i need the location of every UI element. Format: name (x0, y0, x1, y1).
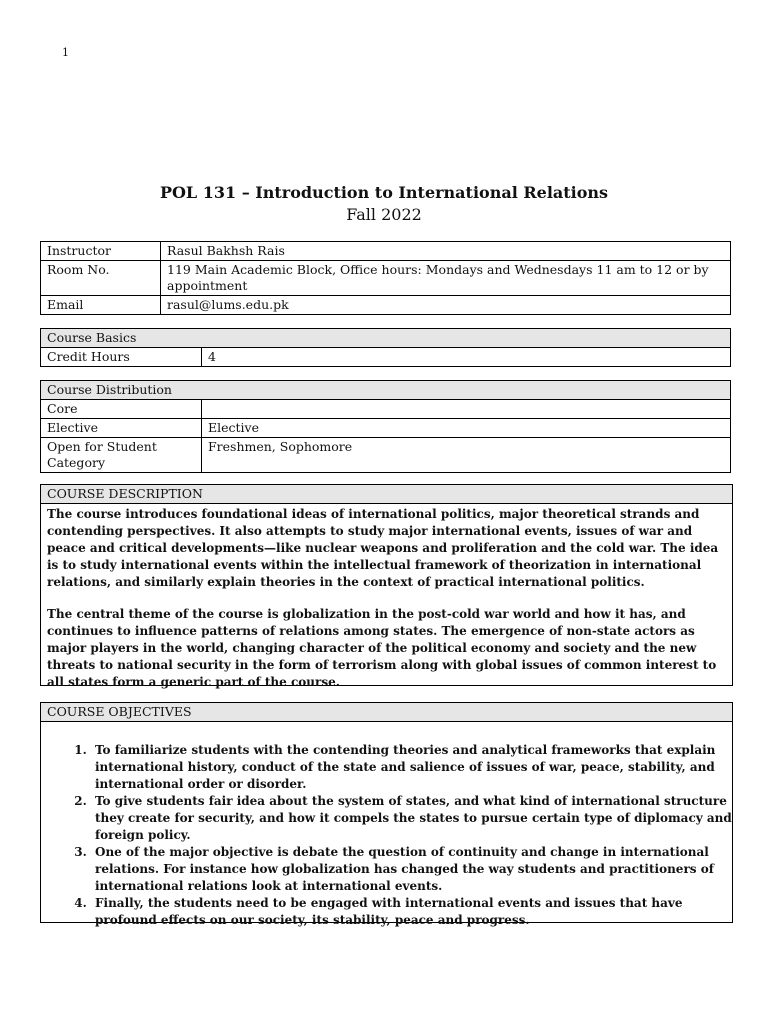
room-value: 119 Main Academic Block, Office hours: Mondays and Wednesdays 11 am to 12 or by appointment (161, 261, 731, 296)
table-row (41, 348, 731, 367)
room-label: Room No. (41, 261, 161, 296)
instructor-label: Instructor (41, 242, 161, 261)
core-label: Core (41, 400, 202, 419)
student-category-label: Open for Student Category (41, 438, 202, 473)
instructor-value: Rasul Bakhsh Rais (161, 242, 731, 261)
table-row (41, 400, 731, 419)
table-row (41, 242, 731, 261)
course-description-body (41, 504, 732, 697)
table-row (41, 419, 731, 438)
objective-item: 3. One of the major objective is debate the question of continuity and change in international relations. For instance how globalization has changed the way students and practitioners of international relations look at international events. (91, 844, 732, 895)
core-value (202, 400, 731, 419)
table-row (41, 329, 731, 348)
elective-value: Elective (202, 419, 731, 438)
table-row (41, 296, 731, 315)
course-description-section (40, 484, 733, 689)
course-objectives-header: COURSE OBJECTIVES (41, 703, 732, 722)
course-basics-table (40, 328, 731, 367)
email-value[interactable]: rasul@lums.edu.pk (161, 296, 731, 315)
course-title: POL 131 – Introduction to International Relations (159, 183, 609, 202)
student-category-value: Freshmen, Sophomore (202, 438, 731, 473)
credit-hours-label: Credit Hours (41, 348, 202, 367)
table-row (41, 381, 731, 400)
course-term: Fall 2022 (346, 205, 422, 224)
elective-label: Elective (41, 419, 202, 438)
page-number: 1 (62, 46, 69, 59)
course-distribution-header: Course Distribution (41, 381, 731, 400)
course-basics-header: Course Basics (41, 329, 731, 348)
course-distribution-table (40, 380, 731, 473)
objective-item: 1. To familiarize students with the contending theories and analytical frameworks that explain international history, conduct of the state and salience of issues of war, peace, stability, and international order or disorder. (91, 742, 732, 793)
objectives-list (41, 742, 732, 929)
course-objectives-section (40, 702, 733, 927)
description-paragraph: The central theme of the course is globalization in the post-cold war world and how it has, and continues to influence patterns of relations among states. The emergence of non-state actors as major players in the world, changing character of the political economy and society and the new threats to national security in the form of terrorism along with global issues of common interest to all states form a generic part of the course. (47, 607, 717, 689)
credit-hours-value: 4 (202, 348, 731, 367)
table-row (41, 438, 731, 473)
email-label: Email (41, 296, 161, 315)
table-row (41, 261, 731, 296)
course-description-header: COURSE DESCRIPTION (41, 485, 732, 504)
title-block (0, 182, 768, 226)
objective-item: 4. Finally, the students need to be engaged with international events and issues that have profound effects on our society, its stability, peace and progress. (91, 895, 732, 929)
objective-item: 2. To give students fair idea about the system of states, and what kind of international structure they create for security, and how it compels the states to pursue certain type of diplomacy and foreign policy. (91, 793, 732, 844)
description-paragraph: The course introduces foundational ideas of international politics, major theoretical strands and contending perspectives. It also attempts to study major international events, issues of war and peace and critical developments—like nuclear weapons and proliferation and the cold war. The idea is to study international events within the intellectual framework of theorization in international relations, and similarly explain theories in the context of practical international politics. (47, 507, 719, 589)
instructor-table (40, 241, 731, 315)
